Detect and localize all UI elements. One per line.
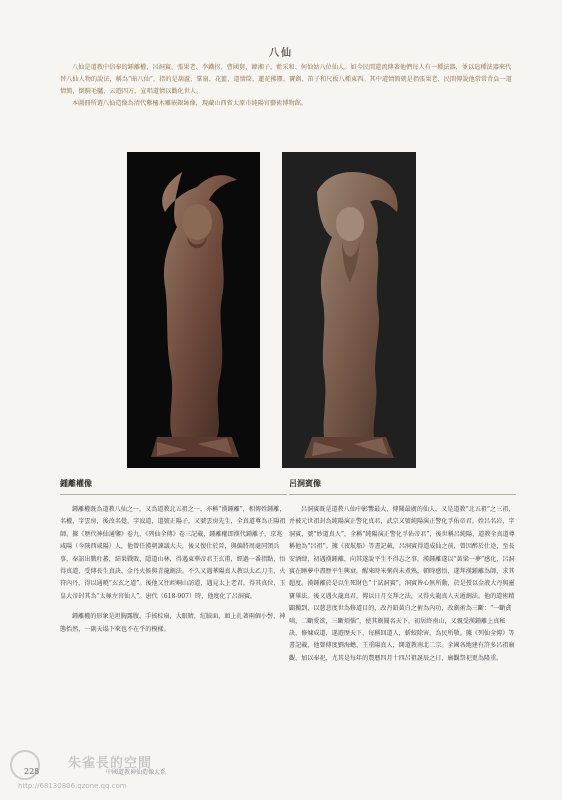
right-photo-caption: 呂洞賓像 <box>289 478 321 488</box>
watermark-url: http://68130806.qzone.qq.com <box>18 782 127 790</box>
left-photo-caption: 鍾離權像 <box>60 478 92 488</box>
right-text-column <box>289 504 516 665</box>
intro-paragraph: 本圖冊所選八仙造像為清代紫檀木雕嵌銀絲像，現藏山西省太原市純陽宮藝術博物館。 <box>72 100 308 107</box>
statue-illustration <box>282 152 416 468</box>
page-title: 八仙 <box>269 48 293 59</box>
statue-illustration <box>127 152 260 468</box>
series-title: 中國道教神仙造像大系 <box>106 769 167 776</box>
body-paragraph: 鍾離權既為道教八仙之一，又為道教北五祖之一，亦稱“漢鍾離”，相傳姓鍾離，名權，字雲房，後改名覺，字寂道，道號正陽子，又號雲房先生，全真道尊為正陽祖師。據《歷代神仙通鑒》卷九、《列仙全傳》卷三記載，鍾離權即漢代鍾離子，京兆咸陽（今陝西咸陽）人，他曾任漢朝諫議大夫，後又復仕於晉，與偏將周處同領兵事，奉詔出戰吐蕃，結果戰敗，隱道山林，得遇東華帝君王玄甫，經過一番指點，悟得真道，受傳長生真訣、金丹火候與青龍劍法。不久又遇華陽真人教以太乙刀圭、火符內丹，得以通曉“玄玄之道”。後他又往崆峒山訪道，遇見太上老君，得其真位，玉皇大帝封其為“太極左宮仙人”。唐代（618-907）時，他度化了呂洞賓。 <box>60 506 286 600</box>
right-caption-divider <box>289 494 516 495</box>
lu-dongbin-statue-photo <box>282 152 416 468</box>
body-paragraph: 鍾離權的形象是坦胸露腹，手搖棕扇，大眼睛，紅臉面，頭上扎著兩個小髻，神態怡然，一副天塌下來也不在乎的模樣。 <box>60 613 286 633</box>
body-paragraph: 呂洞賓既是道教八仙中影響最大、傳聞最廣的仙人，又是道教“北五祖”之三祖，并被元世祖封為純陽演正警化真君，武宗又號純陽演正警化孚佑帝君。姓呂名岩，字洞賓，號“妙道真人”，全稱“純陽演正警化孚佑帝君”，後世稱呂純陽，道教全真道尊稱他為“呂祖”。據《夜航船》等書記載，呂洞賓得道成仙之前，曾因醉於仕途，至長安酒肆，初遇漢鍾離，向其遂說平生不得志之事，漢鍾離遂以“黃粱一夢”感化，呂洞賓在睡夢中盡歷平生興衰，醒來時米粥尚未煮熟，頓時感悟，遂拜漢鍾離為師，求其超度。漢鍾離於是以生死財色“十試洞賓”，洞賓皆心無所動，於是授以金液大丹與靈寶畢法。後又遇火龍真君，傳以日月交拜之法，又得火龍真人天遁劍法。他的道術精闢獨到，以慈悲度世為修道目的，改丹鉛黃白之術為內功，改劍術為三斷：“一斷貪嗔，二斷愛欲，三斷煩惱”，使其劍聞名天下。初居終南山，又親受漢鍾離上真秘訣，修煉成道，遂遊歷天下，每稱回道人，斬蛟除害，為民所敬。據《列仙全傳》等書記載，他曾傳度劉海蟾、王重陽真人，開道教南北二宗。全國各地建有許多呂祖廟觀，加以奉祀，尤其是每年的農曆四月十四呂祖誕辰之日，廟觀祭祀更為隆重。 <box>289 506 515 662</box>
page-number: 228 <box>24 767 40 776</box>
zhongli-quan-statue-photo <box>127 152 260 468</box>
intro-paragraph: 八仙是道教中信奉的鍾離權、呂洞賓、張果老、李鐵拐、曹國舅、韓湘子、藍采和、何仙姑八位仙人。如今民間還流傳著他們每人有一種法器，並以這種法器來代替八仙人物的說法，稱為“暗八仙”，指的是葫蘆、掌扇、花籃、道情筒、蓮花拂塵、寶劍、笛子和尺板八種東西。其中道情簡就是指張果老，民間傳說他常常背負一道情簡，倒騎毛驢，云遊四方，宣唱道情以勸化世人。 <box>60 64 512 95</box>
intro-text <box>60 62 515 110</box>
left-text-column <box>60 504 287 636</box>
watermark-text: 朱雀長的空間 <box>68 756 153 771</box>
left-caption-divider <box>60 494 287 495</box>
